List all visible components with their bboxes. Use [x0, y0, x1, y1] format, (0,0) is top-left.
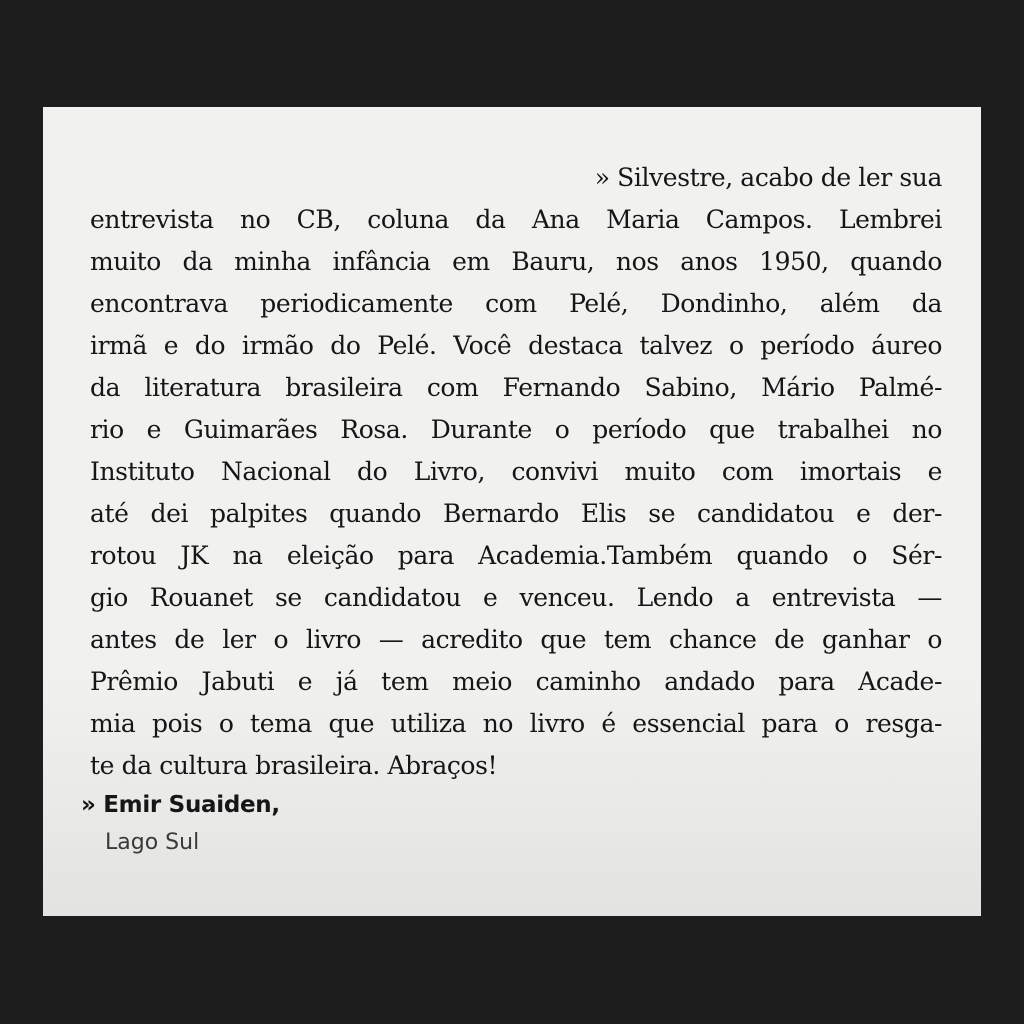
letter-line: mia pois o tema que utiliza no livro é essencial para o resga-	[90, 709, 942, 738]
letter-line: te da cultura brasileira. Abraços!	[90, 751, 498, 780]
letter-line: encontrava periodicamente com Pelé, Dondinho, além da	[90, 289, 942, 318]
letter-body	[90, 157, 942, 787]
letter-line: » Silvestre, acabo de ler sua	[594, 163, 942, 192]
letter-line: muito da minha infância em Bauru, nos anos 1950, quando	[90, 247, 942, 276]
letter-line: entrevista no CB, coluna da Ana Maria Campos. Lembrei	[90, 205, 942, 234]
author-name: » Emir Suaiden,	[81, 792, 280, 818]
letter-signature	[81, 787, 280, 863]
letter-line: até dei palpites quando Bernardo Elis se candidatou e der-	[90, 499, 942, 528]
letter-line: da literatura brasileira com Fernando Sabino, Mário Palmé-	[90, 373, 942, 402]
author-location: Lago Sul	[105, 830, 200, 855]
letter-line: irmã e do irmão do Pelé. Você destaca talvez o período áureo	[90, 331, 942, 360]
letter-line: rotou JK na eleição para Academia.Também quando o Sér-	[90, 541, 942, 570]
letter-line: rio e Guimarães Rosa. Durante o período que trabalhei no	[90, 415, 942, 444]
letter-line: Prêmio Jabuti e já tem meio caminho andado para Acade-	[90, 667, 942, 696]
letter-line: antes de ler o livro — acredito que tem chance de ganhar o	[90, 625, 942, 654]
letter-line: Instituto Nacional do Livro, convivi muito com imortais e	[90, 457, 942, 486]
newspaper-clipping	[43, 107, 981, 916]
letter-line: gio Rouanet se candidatou e venceu. Lendo a entrevista —	[90, 583, 942, 612]
